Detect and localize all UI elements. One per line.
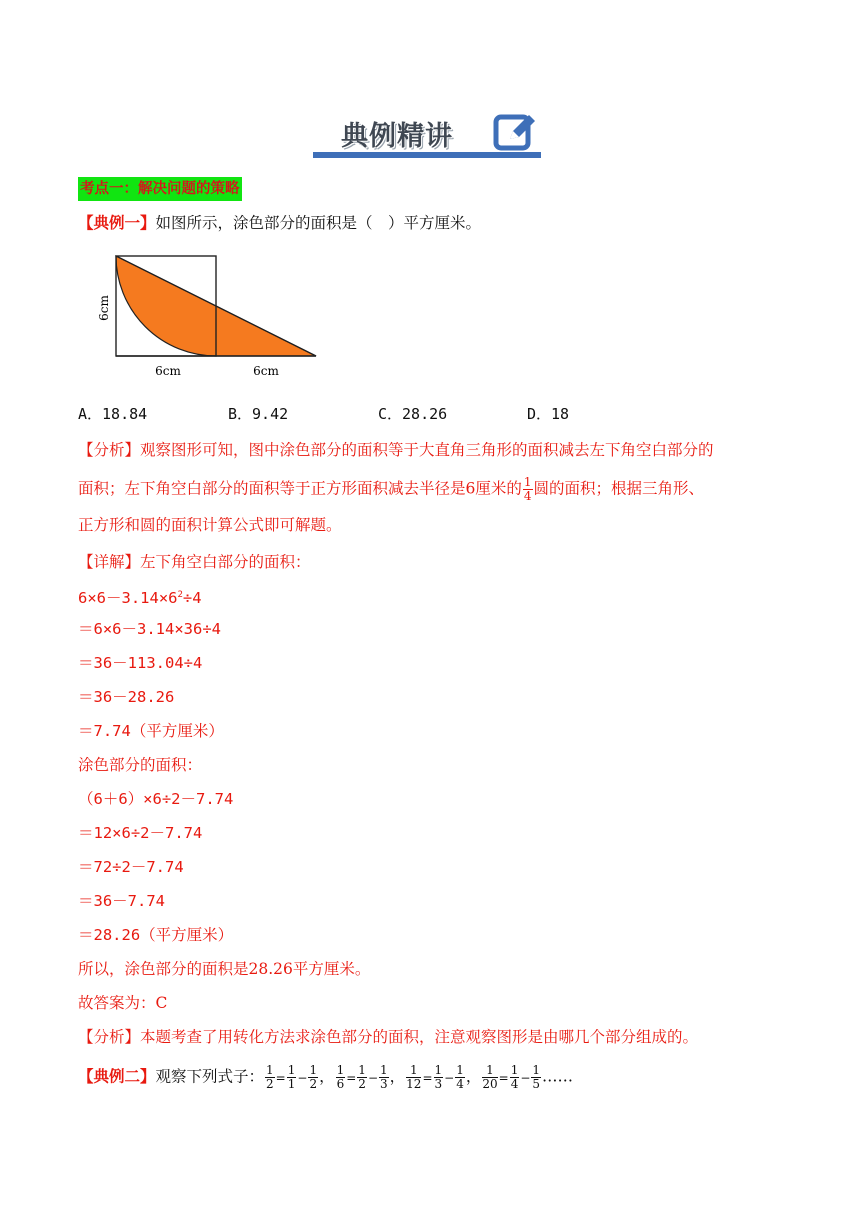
ellipsis: …… [542,1067,574,1086]
calc2-line-4: ＝28.26（平方厘米） [78,926,234,944]
example2-line [78,1064,573,1091]
analysis-line-2: 面积；左下角空白部分的面积等于正方形面积减去半径是6厘米的 $\frac{1}{4}$ 圆的面积；根据三角形、 [78,475,705,503]
example2-intro: 观察下列式子： [155,1067,265,1086]
fraction: $\frac{1}{3}$ [380,1063,388,1091]
fraction: $\frac{1}{2}$ [266,1063,274,1091]
calc1-line-3: ＝36－28.26 [78,688,175,706]
expression-item: $\frac{1}{2}$ = $\frac{1}{1}$ − $\frac{1}{2}$ [266,1063,318,1091]
calc1-line-0: $6\times 6-3.14\times 6^2\div 4$ [78,589,202,608]
fraction: $\frac{1}{2}$ [309,1063,318,1091]
fraction: $\frac{1}{3}$ [434,1063,443,1091]
section-banner [313,112,543,160]
calc2-line-2: ＝72÷2－7.74 [78,858,184,876]
analysis-line-3: 正方形和圆的面积计算公式即可解题。 [78,516,342,534]
side-label: 6cm [97,295,111,321]
fraction: $\frac{1}{6}$ [336,1063,345,1091]
fraction: $\frac{1}{4}$ [510,1063,519,1091]
calc1-line-4: ＝7.74（平方厘米） [78,722,224,740]
analysis-line-1: 【分析】观察图形可知，图中涂色部分的面积等于大直角三角形的面积减去左下角空白部分的 [78,441,714,459]
option-b[interactable]: B．9.42 [228,405,289,423]
calc2-line-3: ＝36－7.74 [78,892,165,910]
calc2-line-0: （6＋6）×6÷2－7.74 [78,790,234,808]
topic-heading: 考点一：解决问题的策略 [78,177,242,201]
analysis-tag: 【分析】 [78,441,141,459]
example1-question [78,213,481,233]
calc2-line-1: ＝12×6÷2－7.74 [78,824,203,842]
shaded-intro: 涂色部分的面积： [78,756,203,774]
expression-item: $\frac{1}{6}$ = $\frac{1}{2}$ − $\frac{1}{3}$ [336,1063,388,1091]
detail-tag: 【详解】 [78,553,141,571]
expression-item: $\frac{1}{12}$ = $\frac{1}{3}$ − $\frac{1}{4}$ [406,1063,464,1091]
fraction: $\frac{1}{1}$ [287,1063,296,1091]
bottom-right-label: 6cm [253,364,279,378]
option-c[interactable]: C．28.26 [378,405,448,423]
answer: 故答案为：C [78,994,168,1012]
conclusion: 所以，涂色部分的面积是28.26平方厘米。 [78,960,371,978]
example2-expressions: $\frac{1}{2}$ = $\frac{1}{1}$ − $\frac{1}{2}$ ， $\frac{1}{6}$ = $\frac{1}{2}$ − $\frac{1}{3}$ ， $\frac{1}{12}$ = $\frac{1}{3}$ − $\frac{1}{4}$ ， $\frac{1}{20}$ = $\frac{1}{4}$ − $\frac{1}{5}$ [266,1063,541,1091]
summary: 【分析】本题考查了用转化方法求涂色部分的面积，注意观察图形是由哪几个部分组成的。 [78,1028,699,1046]
fraction: $\frac{1}{2}$ [358,1063,366,1091]
fraction: $\frac{1}{5}$ [532,1063,541,1091]
expression-item: $\frac{1}{20}$ = $\frac{1}{4}$ − $\frac{1}{5}$ [482,1063,541,1091]
option-d[interactable]: D．18 [527,405,570,423]
edit-icon [493,112,539,154]
example1-figure [94,252,326,380]
option-a[interactable]: A．18.84 [78,405,148,423]
calc1-line-1: ＝6×6－3.14×36÷4 [78,620,221,638]
example1-question-text: 如图所示，涂色部分的面积是（ ）平方厘米。 [155,214,482,232]
calc1-line-2: ＝36－113.04÷4 [78,654,203,672]
quarter-fraction: $\frac{1}{4}$ [523,475,532,503]
fraction: $\frac{1}{12}$ [406,1063,422,1091]
banner-title: 典例精讲 [341,121,453,152]
fraction: $\frac{1}{4}$ [456,1063,464,1091]
example1-tag: 【典例一】 [78,213,156,232]
example2-tag: 【典例二】 [78,1066,156,1086]
detail-intro: 【详解】左下角空白部分的面积： [78,553,311,571]
bottom-left-label: 6cm [155,364,181,378]
summary-tag: 【分析】 [78,1028,141,1046]
fraction: $\frac{1}{20}$ [482,1063,498,1091]
